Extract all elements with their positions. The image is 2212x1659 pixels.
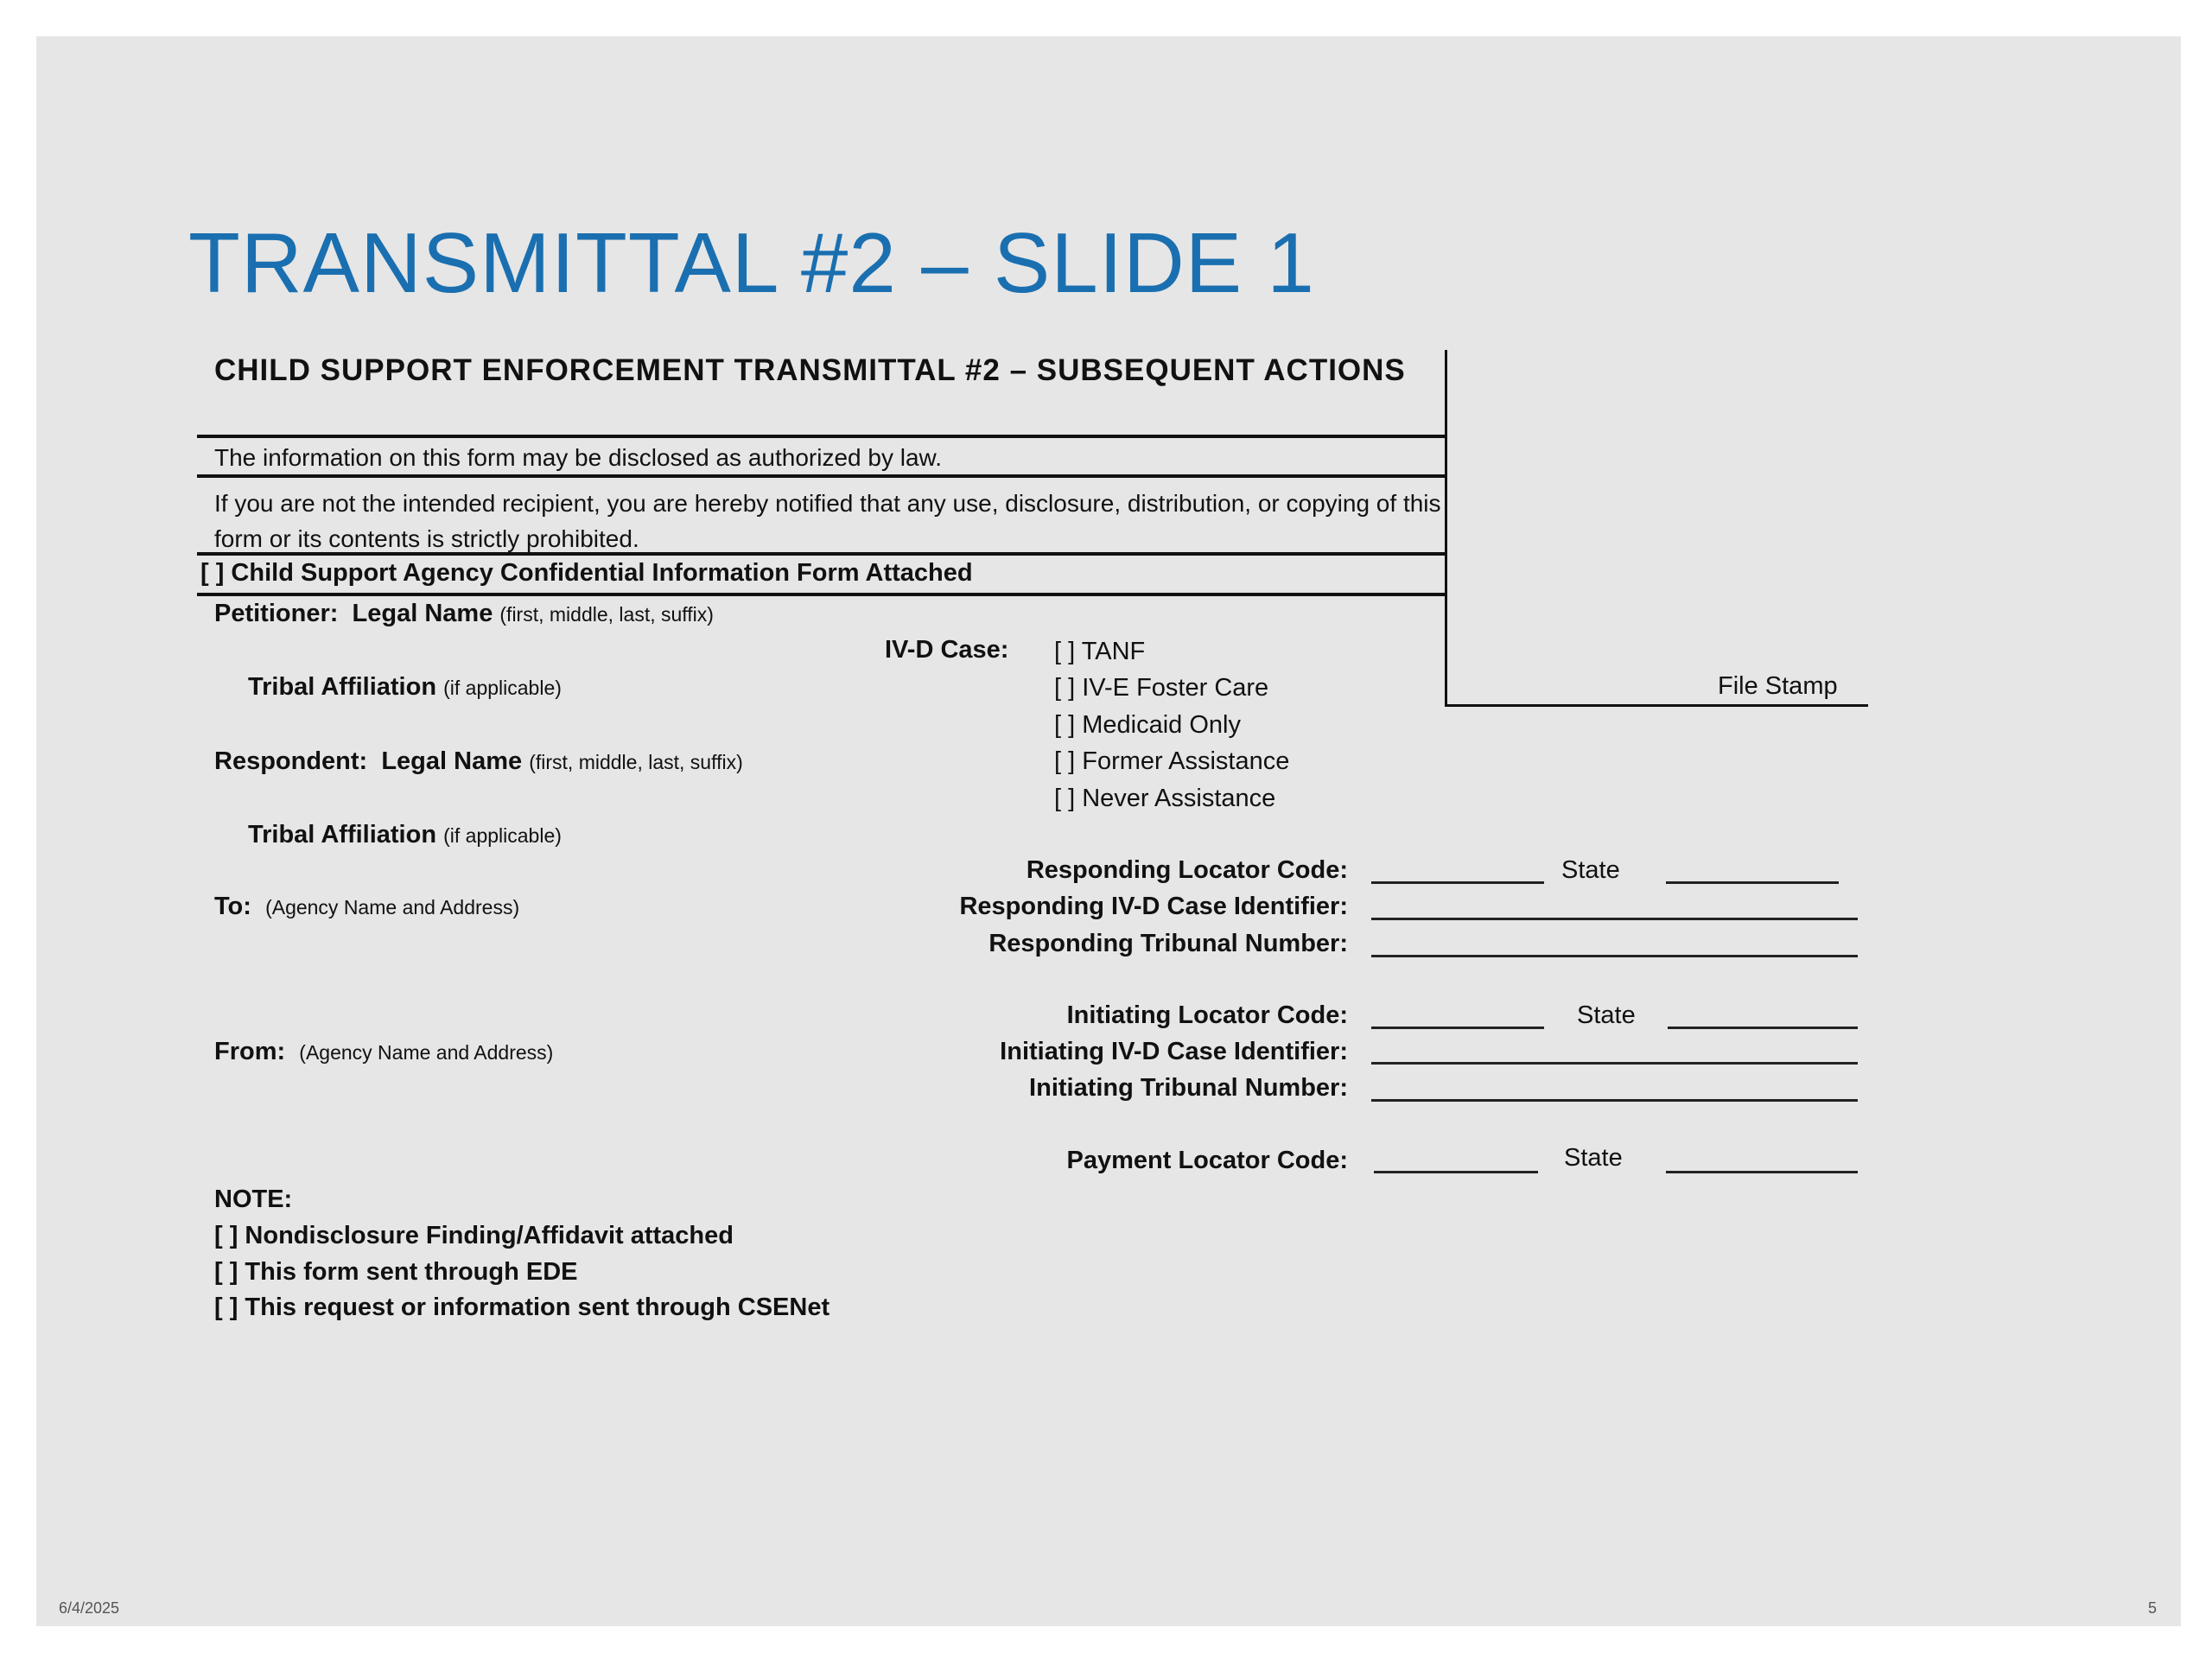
payment-state-input[interactable]	[1666, 1171, 1858, 1173]
note-ede-checkbox[interactable]: [ ] This form sent through EDE	[214, 1258, 578, 1286]
responding-case-id-input[interactable]	[1371, 918, 1858, 920]
initiating-state-input[interactable]	[1668, 1027, 1858, 1029]
responding-tribunal-input[interactable]	[1371, 955, 1858, 957]
from-hint: (Agency Name and Address)	[299, 1041, 554, 1064]
form-title: CHILD SUPPORT ENFORCEMENT TRANSMITTAL #2 – SUBSEQUENT ACTIONS	[214, 353, 1406, 387]
petitioner-legal-name-label: Legal Name	[352, 600, 493, 627]
petitioner-label: Petitioner:	[214, 600, 339, 627]
divider	[197, 593, 1447, 596]
file-stamp-label: File Stamp	[1718, 672, 1838, 700]
initiating-locator-label: Initiating Locator Code:	[1066, 1001, 1348, 1029]
to-field[interactable]	[214, 894, 519, 919]
initiating-tribunal-input[interactable]	[1371, 1099, 1858, 1102]
disclosure-notice: The information on this form may be disclosed as authorized by law.	[214, 444, 942, 471]
petitioner-tribal-label: Tribal Affiliation	[248, 673, 437, 701]
recipient-notice: If you are not the intended recipient, you are hereby notified that any use, disclosure, distribution, or copying of this form or its contents is strictly prohibited.	[214, 490, 1441, 552]
payment-state-label: State	[1564, 1144, 1623, 1172]
respondent-tribal-field[interactable]	[248, 823, 562, 848]
initiating-case-id-label: Initiating IV-D Case Identifier:	[1000, 1038, 1348, 1065]
responding-tribunal-label: Responding Tribunal Number:	[988, 930, 1348, 957]
divider	[197, 552, 1447, 556]
responding-case-id-label: Responding IV-D Case Identifier:	[959, 893, 1348, 920]
initiating-tribunal-label: Initiating Tribunal Number:	[1029, 1074, 1348, 1102]
responding-state-input[interactable]	[1666, 881, 1839, 884]
petitioner-name-hint: (first, middle, last, suffix)	[499, 603, 714, 626]
ivd-option-former-assistance[interactable]: [ ] Former Assistance	[1054, 747, 1290, 775]
ivd-option-medicaid[interactable]: [ ] Medicaid Only	[1054, 711, 1241, 739]
respondent-tribal-label: Tribal Affiliation	[248, 821, 437, 849]
responding-state-label: State	[1561, 856, 1620, 884]
ivd-option-tanf[interactable]: [ ] TANF	[1054, 638, 1146, 665]
responding-locator-input[interactable]	[1371, 881, 1544, 884]
slide-page-number: 5	[2148, 1599, 2158, 1617]
respondent-tribal-hint: (if applicable)	[443, 824, 562, 847]
divider	[197, 474, 1447, 478]
ivd-case-label: IV-D Case:	[885, 636, 1009, 664]
responding-locator-label: Responding Locator Code:	[1026, 856, 1348, 884]
slide-date: 6/4/2025	[59, 1599, 120, 1617]
file-stamp-border-bottom	[1445, 704, 1868, 707]
slide-title: TRANSMITTAL #2 – SLIDE 1	[188, 215, 1315, 310]
payment-locator-input[interactable]	[1374, 1171, 1538, 1173]
initiating-state-label: State	[1577, 1001, 1636, 1029]
petitioner-tribal-field[interactable]	[248, 675, 562, 700]
to-label: To:	[214, 893, 251, 920]
initiating-case-id-input[interactable]	[1371, 1062, 1858, 1065]
from-field[interactable]	[214, 1039, 553, 1065]
note-label: NOTE:	[214, 1185, 293, 1213]
divider	[197, 435, 1447, 438]
respondent-name-hint: (first, middle, last, suffix)	[529, 751, 743, 773]
file-stamp-border-left	[1445, 350, 1447, 707]
ivd-option-never-assistance[interactable]: [ ] Never Assistance	[1054, 785, 1276, 812]
respondent-name-field[interactable]	[214, 749, 743, 774]
petitioner-name-field[interactable]	[214, 601, 714, 626]
petitioner-tribal-hint: (if applicable)	[443, 677, 562, 699]
respondent-legal-name-label: Legal Name	[381, 747, 523, 775]
initiating-locator-input[interactable]	[1371, 1027, 1544, 1029]
payment-locator-label: Payment Locator Code:	[1066, 1147, 1348, 1174]
ivd-option-foster-care[interactable]: [ ] IV-E Foster Care	[1054, 674, 1269, 702]
note-csenet-checkbox[interactable]: [ ] This request or information sent through CSENet	[214, 1294, 830, 1321]
note-nondisclosure-checkbox[interactable]: [ ] Nondisclosure Finding/Affidavit attached	[214, 1222, 734, 1249]
respondent-label: Respondent:	[214, 747, 368, 775]
to-hint: (Agency Name and Address)	[265, 896, 520, 918]
from-label: From:	[214, 1038, 286, 1065]
confidential-info-checkbox[interactable]: [ ] Child Support Agency Confidential Information Form Attached	[200, 559, 973, 587]
